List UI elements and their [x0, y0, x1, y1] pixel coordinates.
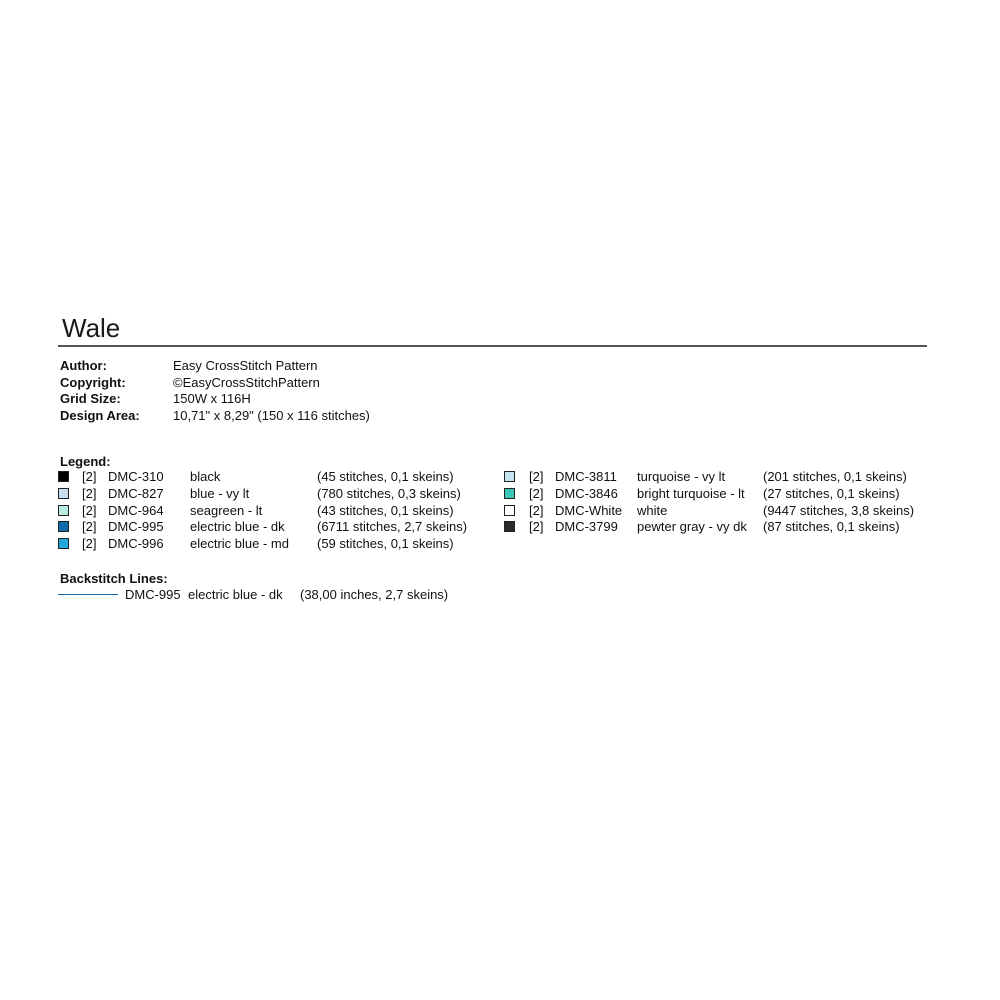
legend-heading: Legend:: [60, 454, 111, 469]
strand-count: [2]: [82, 536, 97, 552]
strand-count: [2]: [529, 519, 544, 535]
stitch-count: (201 stitches, 0,1 skeins): [763, 469, 907, 484]
info-key: Author:: [60, 358, 107, 373]
thread-code: DMC-White: [555, 502, 623, 518]
info-key: Copyright:: [60, 374, 126, 390]
info-value: ©EasyCrossStitchPattern: [173, 374, 320, 390]
info-row-copyright: [60, 375, 370, 392]
stitch-count: (9447 stitches, 3,8 skeins): [763, 502, 915, 518]
color-name: bright turquoise - lt: [637, 485, 745, 501]
color-name: white: [637, 502, 668, 518]
strand-count: [2]: [529, 485, 544, 501]
color-swatch: [58, 471, 69, 482]
backstitch-line-sample: [58, 594, 118, 595]
pattern-info: [60, 358, 370, 424]
color-swatch: [58, 538, 69, 549]
color-name: blue - vy lt: [190, 485, 250, 501]
thread-code: DMC-827: [108, 485, 164, 501]
color-swatch: [58, 488, 69, 499]
stitch-count: (59 stitches, 0,1 skeins): [317, 536, 454, 552]
thread-code: DMC-996: [108, 536, 164, 552]
thread-code: DMC-964: [108, 502, 164, 518]
stitch-count: (45 stitches, 0,1 skeins): [317, 469, 454, 484]
info-row-grid-size: [60, 391, 370, 408]
color-swatch: [504, 471, 515, 482]
color-name: electric blue - md: [190, 536, 289, 552]
strand-count: [2]: [82, 485, 97, 501]
info-key: Design Area:: [60, 407, 140, 423]
color-swatch: [504, 488, 515, 499]
stitch-count: (6711 stitches, 2,7 skeins): [317, 519, 468, 535]
color-name: black: [190, 469, 221, 484]
info-key: Grid Size:: [60, 391, 121, 406]
info-row-author: [60, 358, 370, 375]
length-count: (38,00 inches, 2,7 skeins): [300, 587, 449, 602]
backstitch-heading: Backstitch Lines:: [60, 571, 168, 586]
color-name: electric blue - dk: [188, 587, 283, 602]
stitch-count: (780 stitches, 0,3 skeins): [317, 485, 461, 501]
title-divider: [58, 345, 927, 347]
stitch-count: (27 stitches, 0,1 skeins): [763, 485, 900, 501]
thread-code: DMC-310: [108, 469, 164, 484]
thread-code: DMC-3846: [555, 485, 618, 501]
pattern-title: Wale: [62, 313, 121, 343]
info-value: Easy CrossStitch Pattern: [173, 358, 318, 373]
color-name: electric blue - dk: [190, 519, 285, 535]
info-row-design-area: [60, 408, 370, 425]
strand-count: [2]: [82, 519, 97, 535]
thread-code: DMC-995: [125, 587, 181, 602]
strand-count: [2]: [82, 502, 97, 518]
color-name: seagreen - lt: [190, 502, 263, 518]
color-swatch: [58, 521, 69, 532]
strand-count: [2]: [529, 469, 544, 484]
color-name: turquoise - vy lt: [637, 469, 726, 484]
stitch-count: (43 stitches, 0,1 skeins): [317, 502, 454, 518]
color-swatch: [504, 521, 515, 532]
strand-count: [2]: [529, 502, 544, 518]
thread-code: DMC-3799: [555, 519, 618, 535]
thread-code: DMC-995: [108, 519, 164, 535]
stitch-count: (87 stitches, 0,1 skeins): [763, 519, 900, 535]
strand-count: [2]: [82, 469, 97, 484]
info-value: 150W x 116H: [173, 391, 251, 406]
color-swatch: [58, 505, 69, 516]
color-name: pewter gray - vy dk: [637, 519, 747, 535]
info-value: 10,71" x 8,29" (150 x 116 stitches): [173, 407, 370, 423]
thread-code: DMC-3811: [555, 469, 617, 484]
color-swatch: [504, 505, 515, 516]
